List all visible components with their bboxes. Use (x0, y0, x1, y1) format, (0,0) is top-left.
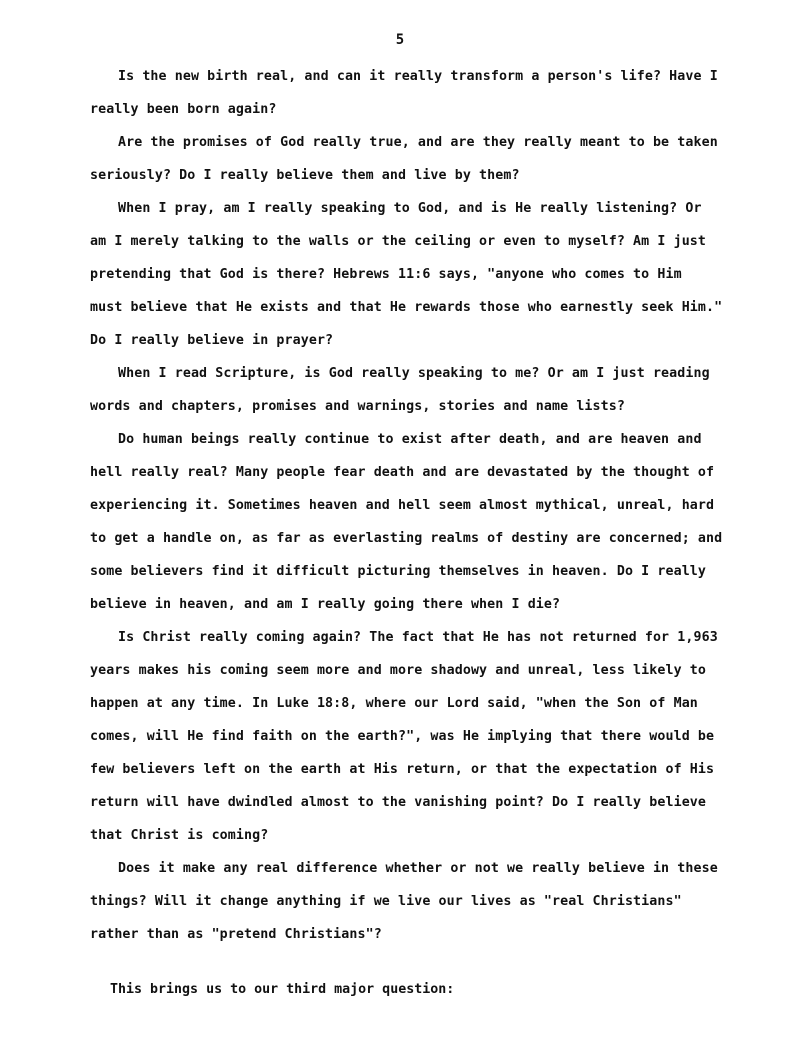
text-line: When I pray, am I really speaking to God, and is He really listening? Or (118, 201, 702, 216)
text-line: hell really real? Many people fear death and are devastated by the thought of (90, 465, 715, 480)
text-line: believe in heaven, and am I really going there when I die? (90, 597, 561, 612)
text-line: pretending that God is there? Hebrews 11:6 says, "anyone who comes to Him (90, 267, 682, 282)
text-line: Is Christ really coming again? The fact that He has not returned for 1,963 (118, 630, 718, 645)
text-line: am I merely talking to the walls or the ceiling or even to myself? Am I just (90, 234, 707, 249)
text-line: comes, will He find faith on the earth?", was He implying that there would be (90, 729, 715, 744)
text-line: some believers find it difficult picturing themselves in heaven. Do I really (90, 564, 707, 579)
text-line: things? Will it change anything if we live our lives as "real Christians" (90, 894, 682, 909)
text-line: Do human beings really continue to exist after death, and are heaven and (118, 432, 702, 447)
text-line: to get a handle on, as far as everlasting realms of destiny are concerned; and (90, 531, 723, 546)
text-line: When I read Scripture, is God really speaking to me? Or am I just reading (118, 366, 710, 381)
text-line: words and chapters, promises and warnings, stories and name lists? (90, 399, 625, 414)
body-text (90, 60, 750, 951)
text-line: few believers left on the earth at His return, or that the expectation of His (90, 762, 715, 777)
text-line: Are the promises of God really true, and are they really meant to be taken (118, 135, 718, 150)
text-line: that Christ is coming? (90, 828, 269, 843)
text-line: happen at any time. In Luke 18:8, where our Lord said, "when the Son of Man (90, 696, 698, 711)
text-line: really been born again? (90, 102, 277, 117)
text-line: Does it make any real difference whether or not we really believe in these (118, 861, 718, 876)
closing-line: This brings us to our third major question: (110, 982, 455, 997)
text-line: years makes his coming seem more and more shadowy and unreal, less likely to (90, 663, 707, 678)
text-line: Is the new birth real, and can it really transform a person's life? Have I (118, 69, 718, 84)
text-line: experiencing it. Sometimes heaven and hell seem almost mythical, unreal, hard (90, 498, 715, 513)
page-number: 5 (395, 32, 405, 48)
text-line: rather than as "pretend Christians"? (90, 927, 382, 942)
text-line: Do I really believe in prayer? (90, 333, 334, 348)
text-line: seriously? Do I really believe them and live by them? (90, 168, 520, 183)
text-line: return will have dwindled almost to the vanishing point? Do I really believe (90, 795, 707, 810)
text-line: must believe that He exists and that He rewards those who earnestly seek Him." (90, 300, 723, 315)
